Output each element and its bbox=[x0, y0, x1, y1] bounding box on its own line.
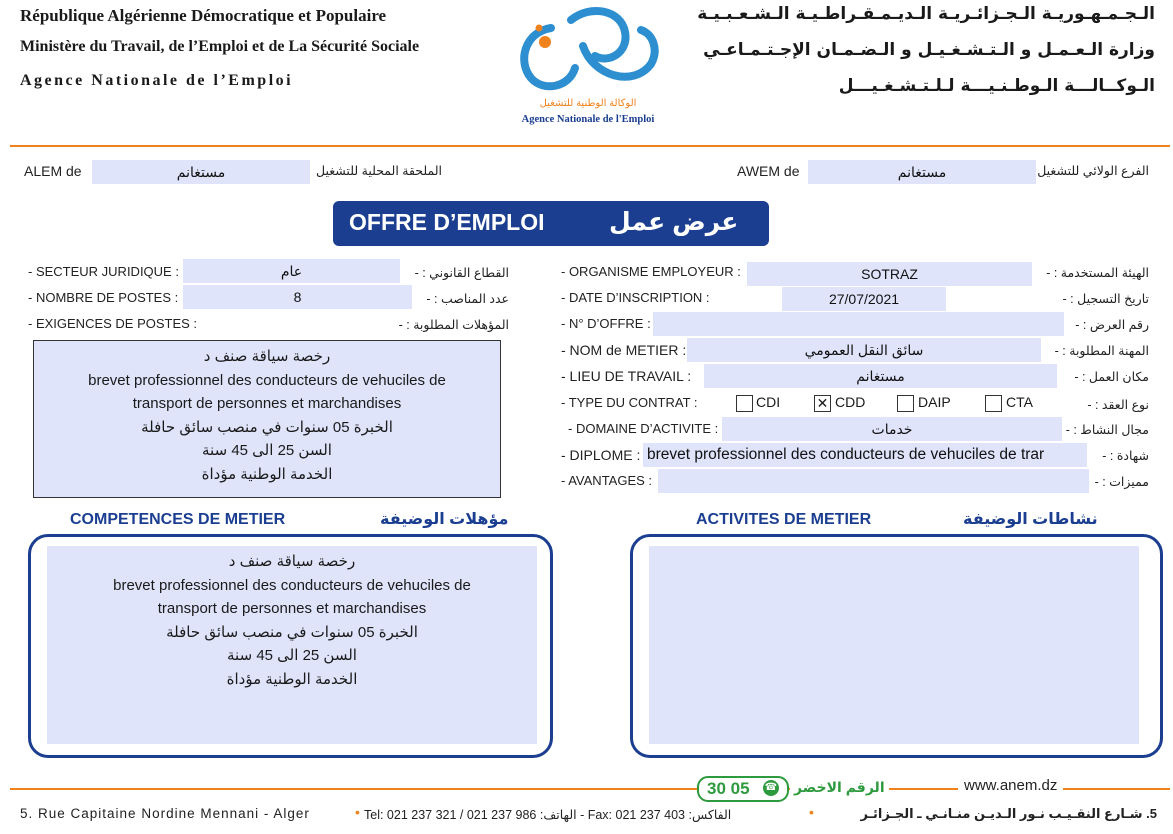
activites-title: ACTIVITES DE METIER bbox=[696, 511, 872, 528]
logo-french: Agence Nationale de l'Emploi bbox=[521, 114, 655, 125]
header-ar-line3: الـوكــالـــة الـوطـنـيـــة لـلـتـشـغـيـــل bbox=[838, 76, 1155, 96]
diplome-label: - DIPLOME : bbox=[561, 447, 641, 463]
phone-icon: ☎ bbox=[763, 780, 779, 796]
postes-field[interactable]: 8 bbox=[183, 285, 412, 309]
competences-line: brevet professionnel des conducteurs de vehuciles de bbox=[113, 576, 471, 594]
competences-title-ar: مؤهلات الوضيفة bbox=[380, 511, 509, 528]
organisme-label-ar: الهيئة المستخدمة : - bbox=[1046, 266, 1149, 280]
awem-label: AWEM de bbox=[737, 163, 800, 179]
website-link[interactable]: www.anem.dz bbox=[958, 777, 1063, 794]
footer-dot-1: • bbox=[355, 804, 360, 820]
alem-field[interactable]: مستغانم bbox=[92, 160, 310, 184]
header-fr-line2: Ministère du Travail, de l’Emploi et de La Sécurité Sociale bbox=[20, 38, 420, 55]
header-ar-line2: وزارة الـعـمـل و الـتـشـغـيـل و الـضـمـان الإجـتـمـاعـي bbox=[703, 40, 1155, 60]
green-number-badge bbox=[697, 776, 789, 802]
cta-label: CTA bbox=[1006, 394, 1033, 410]
competences-line: الخبرة 05 سنوات في منصب سائق حافلة bbox=[166, 623, 418, 641]
contrat-label-ar: نوع العقد : - bbox=[1087, 398, 1149, 412]
lieu-field[interactable]: مستغانم bbox=[704, 364, 1057, 388]
diplome-field[interactable]: brevet professionnel des conducteurs de vehuciles de trar bbox=[643, 443, 1087, 467]
competences-line: الخدمة الوطنية مؤداة bbox=[226, 670, 358, 688]
footer-contact: Tel: 021 237 321 / 021 237 986 :الهاتف - Fax: 021 237 403 :الفاكس bbox=[364, 808, 732, 822]
secteur-label: - SECTEUR JURIDIQUE : bbox=[28, 264, 179, 279]
activites-title-ar: نشاطات الوضيفة bbox=[963, 511, 1098, 528]
avantages-field[interactable] bbox=[658, 469, 1089, 493]
header-fr-line1: République Algérienne Démocratique et Populaire bbox=[20, 6, 387, 25]
footer-address-fr: 5. Rue Capitaine Nordine Mennani - Alger bbox=[20, 806, 310, 821]
header-ar-line1: الـجـمـهـوريـة الـجـزائـريـة الـديـمـقـراطـيـة الـشـعـبـيـة bbox=[697, 4, 1155, 24]
organisme-field[interactable]: SOTRAZ bbox=[747, 262, 1032, 286]
exigences-line: الخبرة 05 سنوات في منصب سائق حافلة bbox=[141, 418, 393, 436]
offre-label-ar: رقم العرض : - bbox=[1075, 318, 1149, 332]
diplome-label-ar: شهادة : - bbox=[1102, 449, 1149, 463]
postes-label-ar: عدد المناصب : - bbox=[426, 292, 509, 306]
competences-content[interactable] bbox=[47, 546, 537, 744]
anem-logo bbox=[513, 6, 663, 132]
exigences-label: - EXIGENCES DE POSTES : bbox=[28, 316, 198, 331]
postes-label: - NOMBRE DE POSTES : bbox=[28, 290, 179, 305]
cdi-checkbox[interactable] bbox=[736, 395, 753, 412]
lieu-label-ar: مكان العمل : - bbox=[1074, 370, 1149, 384]
competences-line: رخصة سياقة صنف د bbox=[228, 553, 356, 570]
domaine-field[interactable]: خدمات bbox=[722, 417, 1062, 441]
green-number: 30 05 bbox=[707, 779, 750, 798]
competences-line: السن 25 الى 45 سنة bbox=[227, 647, 357, 664]
banner-title-ar: عرض عمل bbox=[609, 208, 739, 236]
lieu-label: - LIEU DE TRAVAIL : bbox=[561, 368, 692, 384]
avantages-label-ar: مميزات : - bbox=[1094, 475, 1149, 489]
cdi-label: CDI bbox=[756, 394, 781, 410]
header-fr-line3: Agence Nationale de l’Emploi bbox=[20, 72, 294, 89]
secteur-label-ar: القطاع القانوني : - bbox=[414, 266, 509, 280]
competences-line: transport de personnes et marchandises bbox=[157, 600, 427, 617]
header-divider bbox=[10, 145, 1170, 147]
exigences-line: الخدمة الوطنية مؤداة bbox=[201, 465, 333, 483]
exigences-box[interactable] bbox=[33, 340, 501, 498]
cdd-label: CDD bbox=[835, 394, 866, 410]
metier-label-ar: المهنة المطلوبة : - bbox=[1054, 344, 1149, 358]
daip-label: DAIP bbox=[918, 394, 951, 410]
exigences-line: brevet professionnel des conducteurs de vehuciles de bbox=[88, 371, 446, 389]
exigences-label-ar: المؤهلات المطلوبة : - bbox=[398, 318, 509, 332]
cta-checkbox[interactable] bbox=[985, 395, 1002, 412]
contrat-label: - TYPE DU CONTRAT : bbox=[561, 395, 698, 410]
logo-arabic: الوكالة الوطنية للتشغيل bbox=[539, 98, 637, 109]
date-label-ar: تاريخ التسجيل : - bbox=[1062, 292, 1149, 306]
domaine-label-ar: مجال النشاط : - bbox=[1065, 423, 1149, 437]
daip-checkbox[interactable] bbox=[897, 395, 914, 412]
offre-banner bbox=[333, 201, 769, 246]
offre-field[interactable] bbox=[653, 312, 1064, 336]
banner-title-fr: OFFRE D’EMPLOI bbox=[349, 209, 545, 235]
metier-label: - NOM de METIER : bbox=[561, 342, 687, 358]
activites-content[interactable] bbox=[649, 546, 1139, 744]
domaine-label: - DOMAINE D’ACTIVITE : bbox=[568, 421, 719, 436]
footer-dot-2: • bbox=[809, 804, 814, 820]
alem-label: ALEM de bbox=[24, 163, 82, 179]
activites-box bbox=[630, 534, 1163, 758]
avantages-label: - AVANTAGES : bbox=[561, 473, 653, 488]
offre-label: - N° D’OFFRE : bbox=[561, 316, 651, 331]
exigences-line: transport de personnes et marchandises bbox=[132, 395, 402, 412]
awem-label-ar: الفرع الولائي للتشغيل bbox=[1037, 164, 1149, 178]
anem-logo-icon bbox=[513, 6, 663, 96]
cdd-checkbox[interactable]: ✕ bbox=[814, 395, 831, 412]
organisme-label: - ORGANISME EMPLOYEUR : bbox=[561, 264, 741, 279]
date-label: - DATE D’INSCRIPTION : bbox=[561, 290, 710, 305]
alem-label-ar: الملحقة المحلية للتشغيل bbox=[316, 164, 443, 178]
exigences-line: رخصة سياقة صنف د bbox=[203, 348, 331, 365]
competences-title: COMPETENCES DE METIER bbox=[70, 511, 286, 528]
exigences-line: السن 25 الى 45 سنة bbox=[202, 442, 332, 459]
footer-address-ar: 5. شـارع النقـيـب نـور الـديـن منـانـي ـ الجـزائـر bbox=[860, 806, 1157, 821]
date-field[interactable]: 27/07/2021 bbox=[782, 287, 946, 311]
green-label: الرقم الاخضر bbox=[790, 779, 889, 796]
secteur-field[interactable]: عام bbox=[183, 259, 400, 283]
metier-field[interactable]: سائق النقل العمومي bbox=[687, 338, 1041, 362]
competences-box bbox=[28, 534, 553, 758]
awem-field[interactable]: مستغانم bbox=[808, 160, 1036, 184]
